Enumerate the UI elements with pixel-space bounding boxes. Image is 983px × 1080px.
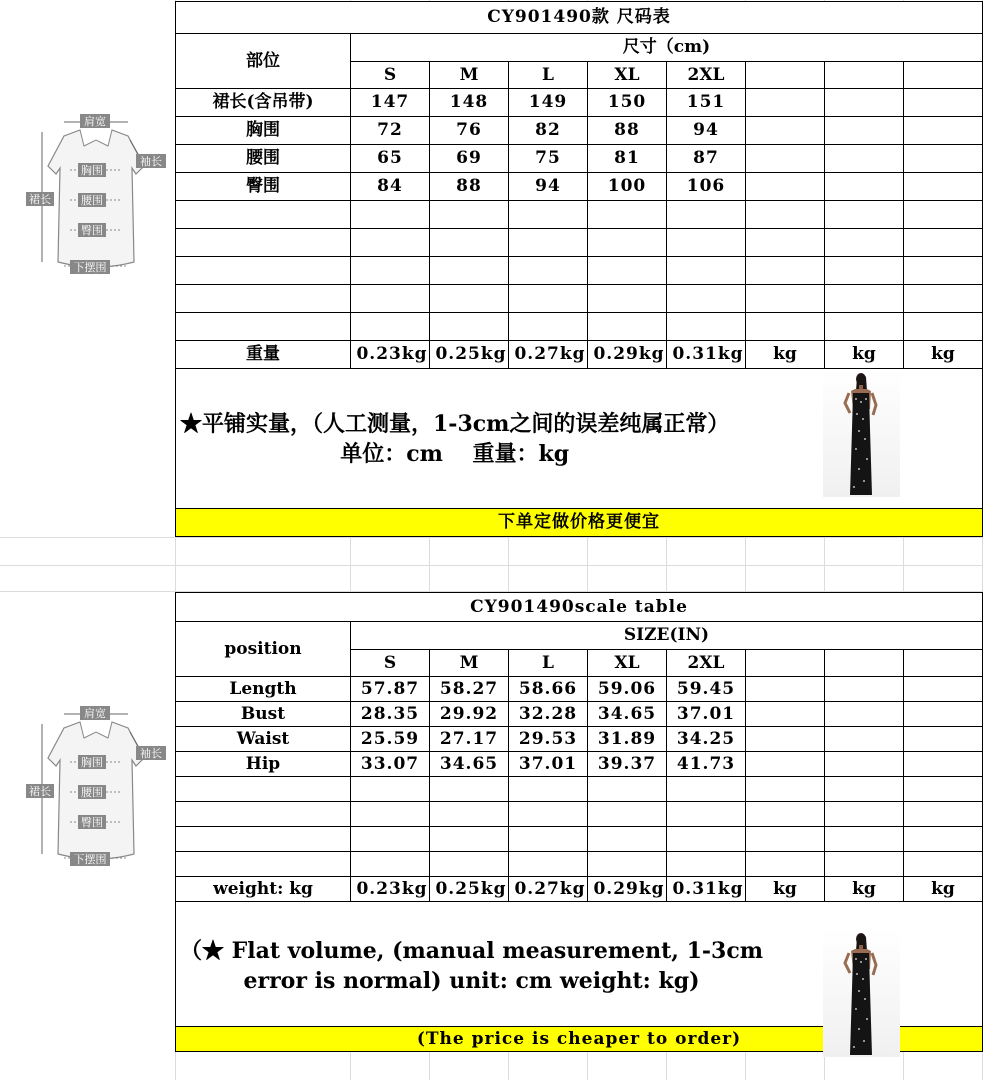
table-title: CY901490scale table (176, 593, 983, 622)
table-row (176, 117, 983, 145)
cell-value: 41.73 (667, 752, 746, 777)
cell-value: 57.87 (351, 677, 430, 702)
row-label: 裙长(含吊带) (176, 89, 351, 117)
cell-value: 59.06 (588, 677, 667, 702)
cell-value: 28.35 (351, 702, 430, 727)
size-label: M (430, 62, 509, 89)
cell-value: 88 (430, 173, 509, 201)
cell-value: 69 (430, 145, 509, 173)
hip-label: 臀围 (81, 224, 103, 237)
cell-value: 37.01 (667, 702, 746, 727)
size-label: L (509, 62, 588, 89)
garment-diagram (24, 704, 170, 870)
cell-value: 34.65 (588, 702, 667, 727)
cell-value: 37.01 (509, 752, 588, 777)
cell-value: 151 (667, 89, 746, 117)
size-unit-header: 尺寸（cm) (351, 34, 983, 62)
empty-row (176, 802, 983, 827)
weight-unit: kg (825, 877, 904, 902)
size-label: S (351, 650, 430, 677)
note-line-1: ★平铺实量，（人工测量，1-3cm之间的误差纯属正常） (180, 411, 730, 437)
cell-value: 32.28 (509, 702, 588, 727)
position-header: 部位 (176, 34, 351, 89)
empty-row (176, 201, 983, 229)
sleeve-label: 袖长 (140, 155, 162, 168)
cell-value: 150 (588, 89, 667, 117)
table-row (176, 173, 983, 201)
cell-value: 75 (509, 145, 588, 173)
empty-row (176, 313, 983, 341)
table-row (176, 727, 983, 752)
table-row (176, 145, 983, 173)
weight-value: 0.25kg (430, 877, 509, 902)
weight-unit: kg (904, 877, 983, 902)
row-label: Length (176, 677, 351, 702)
bust-label: 胸围 (81, 756, 103, 769)
cell-value: 76 (430, 117, 509, 145)
cell-value: 33.07 (351, 752, 430, 777)
empty-row (176, 285, 983, 313)
empty-row (176, 777, 983, 802)
size-label: S (351, 62, 430, 89)
empty-row (176, 852, 983, 877)
cell-value: 147 (351, 89, 430, 117)
row-label: Bust (176, 702, 351, 727)
size-label: XL (588, 650, 667, 677)
empty-row (176, 229, 983, 257)
waist-label: 腰围 (81, 194, 103, 207)
hem-label: 下摆围 (73, 261, 107, 274)
weight-value: 0.27kg (509, 341, 588, 369)
cell-value: 31.89 (588, 727, 667, 752)
table-row (176, 677, 983, 702)
weight-value: 0.23kg (351, 877, 430, 902)
price-banner: 下单定做价格更便宜 (176, 509, 983, 537)
row-label: 腰围 (176, 145, 351, 173)
cell-value: 88 (588, 117, 667, 145)
weight-label: weight: kg (176, 877, 351, 902)
row-label: 臀围 (176, 173, 351, 201)
cell-value: 81 (588, 145, 667, 173)
cell-value: 72 (351, 117, 430, 145)
size-label: 2XL (667, 650, 746, 677)
hip-label: 臀围 (81, 816, 103, 829)
table-title: CY901490款 尺码表 (176, 2, 983, 34)
cell-value: 94 (509, 173, 588, 201)
cell-value: 58.27 (430, 677, 509, 702)
size-label: XL (588, 62, 667, 89)
position-header: position (176, 622, 351, 677)
weight-value: 0.23kg (351, 341, 430, 369)
weight-row (176, 341, 983, 369)
weight-value: 0.27kg (509, 877, 588, 902)
cell-value: 39.37 (588, 752, 667, 777)
sleeve-label: 袖长 (140, 747, 162, 760)
table-row (176, 752, 983, 777)
cell-value: 29.92 (430, 702, 509, 727)
shoulder-label: 肩宽 (84, 115, 106, 128)
weight-value: 0.25kg (430, 341, 509, 369)
product-photo (823, 369, 900, 497)
size-label: L (509, 650, 588, 677)
cell-value: 27.17 (430, 727, 509, 752)
weight-unit: kg (825, 341, 904, 369)
weight-value: 0.31kg (667, 341, 746, 369)
row-label: 胸围 (176, 117, 351, 145)
weight-unit: kg (904, 341, 983, 369)
dress-length-label: 裙长 (29, 785, 51, 798)
cell-value: 149 (509, 89, 588, 117)
garment-diagram (24, 112, 170, 278)
product-photo (823, 929, 900, 1057)
size-label: 2XL (667, 62, 746, 89)
hem-label: 下摆围 (73, 853, 107, 866)
weight-value: 0.31kg (667, 877, 746, 902)
cell-value: 34.65 (430, 752, 509, 777)
cell-value: 82 (509, 117, 588, 145)
table-row (176, 89, 983, 117)
cell-value: 58.66 (509, 677, 588, 702)
shoulder-label: 肩宽 (84, 707, 106, 720)
empty-row (176, 257, 983, 285)
weight-label: 重量 (176, 341, 351, 369)
size-unit-header: SIZE(IN) (351, 622, 983, 650)
bust-label: 胸围 (81, 164, 103, 177)
cell-value: 65 (351, 145, 430, 173)
table-row (176, 702, 983, 727)
cell-value: 87 (667, 145, 746, 173)
row-label: Waist (176, 727, 351, 752)
weight-row (176, 877, 983, 902)
note-line-1: （★ Flat volume, (manual measurement, 1-3cm (180, 938, 763, 964)
cell-value: 25.59 (351, 727, 430, 752)
price-banner: (The price is cheaper to order) (176, 1027, 983, 1052)
empty-row (176, 827, 983, 852)
waist-label: 腰围 (81, 786, 103, 799)
weight-unit: kg (746, 341, 825, 369)
row-label: Hip (176, 752, 351, 777)
dress-length-label: 裙长 (29, 193, 51, 206)
weight-unit: kg (746, 877, 825, 902)
size-label: M (430, 650, 509, 677)
cell-value: 29.53 (509, 727, 588, 752)
cell-value: 148 (430, 89, 509, 117)
cell-value: 34.25 (667, 727, 746, 752)
weight-value: 0.29kg (588, 877, 667, 902)
weight-value: 0.29kg (588, 341, 667, 369)
cell-value: 100 (588, 173, 667, 201)
note-line-2: error is normal) unit: cm weight: kg) (243, 968, 700, 994)
cell-value: 84 (351, 173, 430, 201)
note-line-2: 单位：cm 重量：kg (340, 441, 570, 467)
cell-value: 94 (667, 117, 746, 145)
cell-value: 106 (667, 173, 746, 201)
cell-value: 59.45 (667, 677, 746, 702)
